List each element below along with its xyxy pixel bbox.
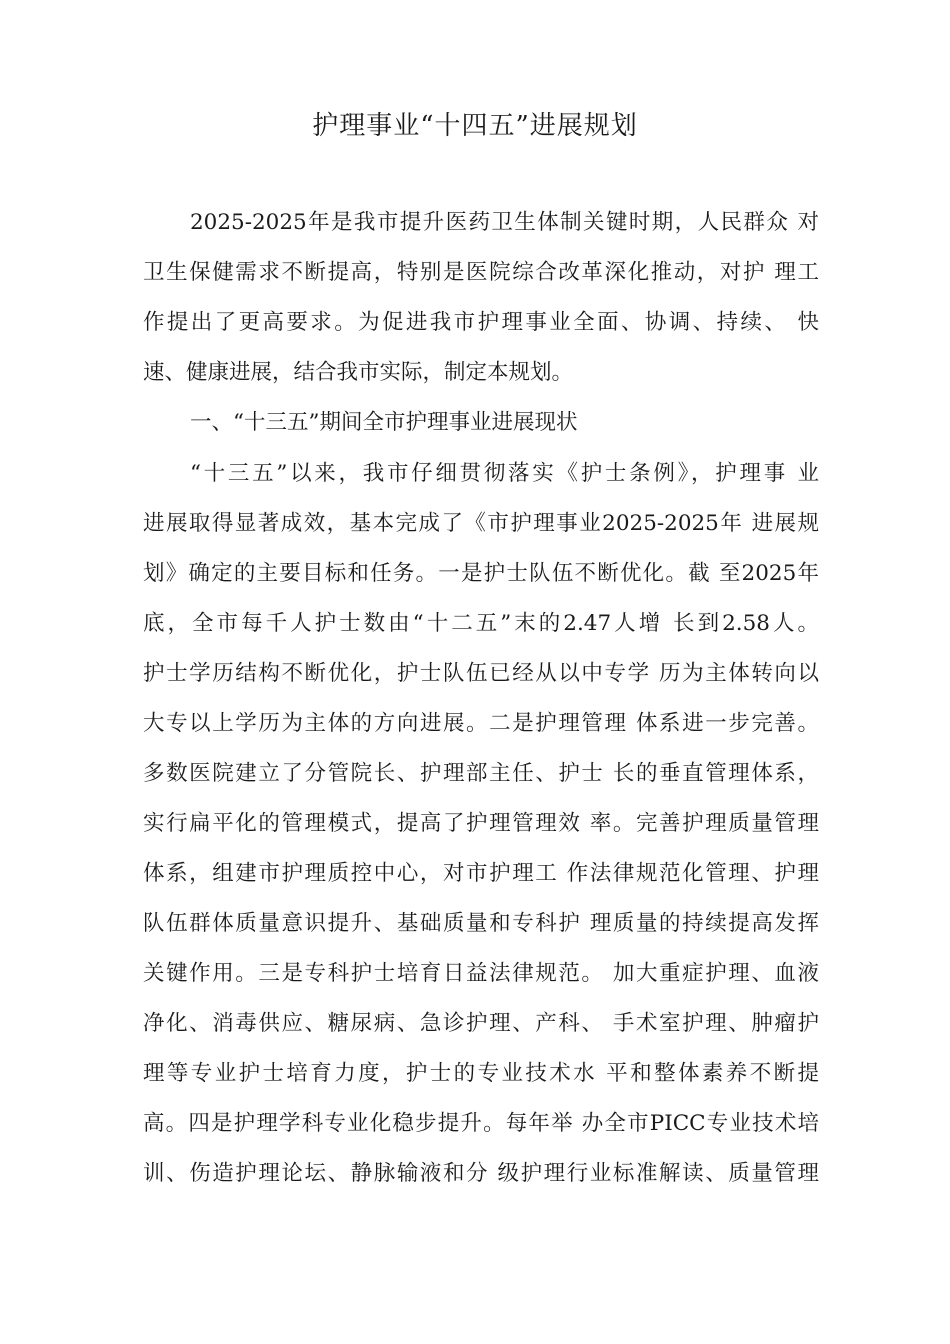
paragraph-line: 关键作用。三是专科护士培育日益法律规范。 加大重症护理、血液	[143, 961, 819, 986]
paragraph-line: 净化、消毒供应、糖尿病、急诊护理、产科、 手术室护理、肿瘤护	[143, 1011, 819, 1036]
paragraph-line: 进展取得显著成效，基本完成了《市护理事业2025-2025年 进展规	[143, 511, 819, 536]
paragraph-line: 划》确定的主要目标和任务。一是护士队伍不断优化。截 至2025年	[143, 561, 819, 586]
paragraph-line: 队伍群体质量意识提升、基础质量和专科护 理质量的持续提高发挥	[143, 911, 819, 936]
paragraph-line: “十三五”以来，我市仔细贯彻落实《护士条例》，护理事 业	[190, 461, 819, 486]
paragraph-line: 卫生保健需求不断提高，特别是医院综合改革深化推动，对护 理工	[143, 260, 819, 285]
paragraph-line: 高。四是护理学科专业化稳步提升。每年举 办全市PICC专业技术培	[143, 1111, 819, 1136]
paragraph-line: 作提出了更高要求。为促进我市护理事业全面、协调、持续、 快	[143, 310, 819, 335]
paragraph-line: 体系，组建市护理质控中心，对市护理工 作法律规范化管理、护理	[143, 861, 819, 886]
section-heading: 一、“十三五”期间全市护理事业进展现状	[190, 410, 578, 435]
paragraph-line: 大专以上学历为主体的方向进展。二是护理管理 体系进一步完善。	[143, 711, 819, 736]
paragraph-line: 实行扁平化的管理模式，提高了护理管理效 率。完善护理质量管理	[143, 811, 819, 836]
paragraph-line: 速、健康进展，结合我市实际，制定本规划。	[143, 360, 574, 385]
paragraph-line: 2025-2025年是我市提升医药卫生体制关键时期，人民群众 对	[190, 210, 819, 235]
paragraph-line: 底，全市每千人护士数由“十二五”末的2.47人增 长到2.58人。	[143, 611, 819, 636]
paragraph-line: 训、伤造护理论坛、静脉输液和分 级护理行业标准解读、质量管理	[143, 1161, 819, 1186]
paragraph-line: 多数医院建立了分管院长、护理部主任、护士 长的垂直管理体系，	[143, 761, 819, 786]
document-title: 护理事业“十四五”进展规划	[312, 111, 638, 141]
paragraph-line: 护士学历结构不断优化，护士队伍已经从以中专学 历为主体转向以	[143, 661, 819, 686]
paragraph-line: 理等专业护士培育力度，护士的专业技术水 平和整体素养不断提	[143, 1061, 819, 1086]
